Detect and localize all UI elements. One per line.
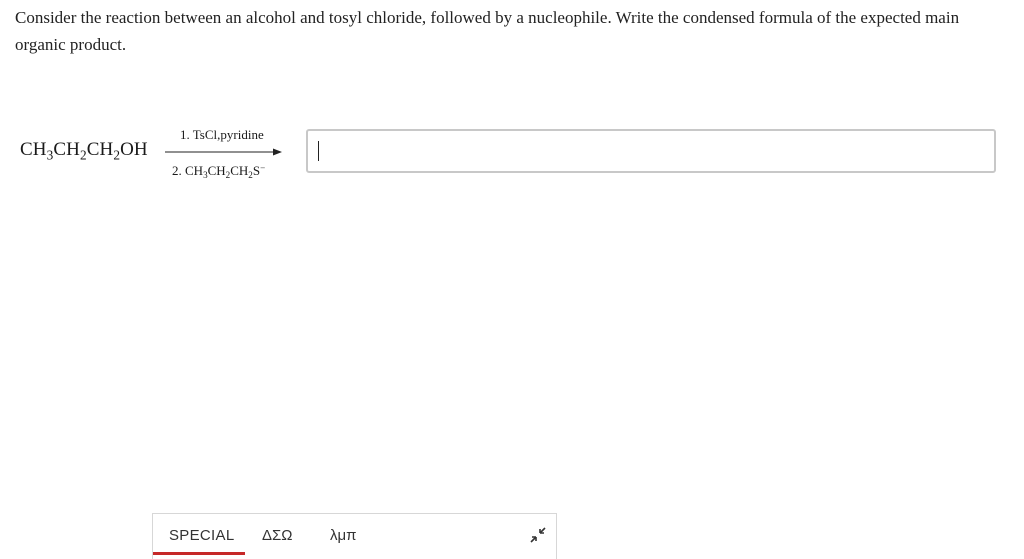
question-text: Consider the reaction between an alcohol and tosyl chloride, followed by a nucleophile. Write the condensed formula of the expected main organic product. bbox=[15, 8, 960, 54]
reagent-step-2 bbox=[172, 163, 265, 179]
reagent-charge: − bbox=[260, 162, 266, 173]
reagent-subscript: 2 bbox=[225, 170, 231, 181]
reactant-part: CH bbox=[53, 139, 80, 160]
reactant-subscript: 2 bbox=[79, 147, 87, 163]
tab-greek-lowercase[interactable]: λμπ bbox=[330, 527, 357, 544]
answer-box[interactable] bbox=[306, 129, 996, 173]
collapse-arrows-icon[interactable] bbox=[529, 526, 547, 544]
reagent-part: S bbox=[252, 163, 261, 178]
text-cursor bbox=[318, 141, 319, 161]
reagent-part: CH bbox=[230, 163, 249, 178]
right-arrow-icon bbox=[165, 146, 283, 158]
reactant-subscript: 2 bbox=[113, 147, 121, 163]
reagent-step-1: 1. TsCl,pyridine bbox=[180, 127, 264, 142]
reactant-part: OH bbox=[120, 139, 148, 160]
reactant-part: CH bbox=[86, 139, 114, 160]
answer-input[interactable] bbox=[310, 133, 1006, 169]
tab-special[interactable]: SPECIAL bbox=[169, 527, 235, 544]
reagent-subscript: 3 bbox=[203, 170, 208, 181]
reactant-part: CH bbox=[20, 139, 47, 160]
symbol-palette bbox=[152, 513, 557, 559]
active-tab-indicator bbox=[153, 552, 245, 555]
reactant-formula bbox=[20, 139, 148, 161]
reagent-subscript: 2 bbox=[248, 170, 253, 181]
tab-greek-uppercase[interactable]: ΔΣΩ bbox=[262, 527, 293, 544]
reactant-subscript: 3 bbox=[46, 147, 54, 163]
reagent-part: CH bbox=[207, 163, 226, 178]
reagent-part: 2. CH bbox=[172, 163, 204, 178]
